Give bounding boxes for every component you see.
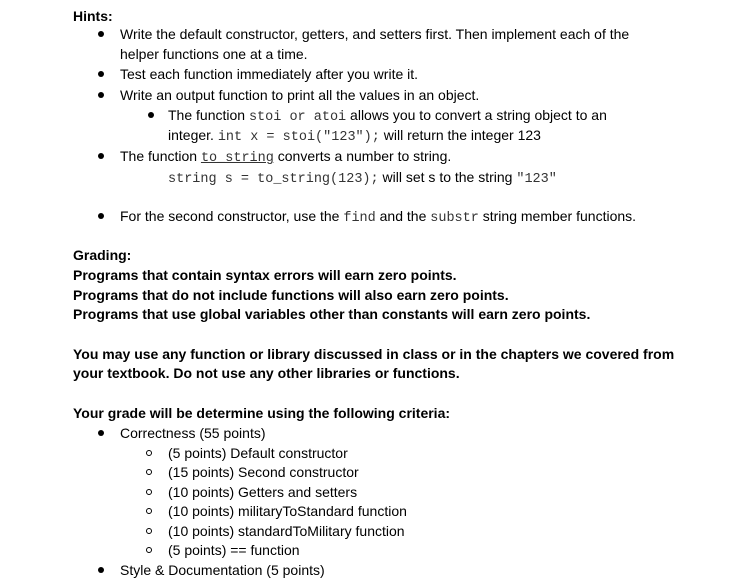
criteria-sub-item-6: (5 points) == function [168,542,300,558]
criteria-sub-item-3: (10 points) Getters and setters [168,484,358,500]
text-segment: The function [120,148,201,164]
text-segment: integer. [168,127,218,143]
criteria-sub-item-4: (10 points) militaryToStandard function [168,503,407,519]
criteria-style: Style & Documentation (5 points) [120,562,325,578]
code-find: find [343,211,376,226]
text-segment: string member functions. [478,208,637,224]
code-atoi: atoi [313,110,347,125]
criteria-heading: Your grade will be determine using the following criteria: [73,405,451,421]
text-segment: allows you to convert a string object to an [346,107,607,123]
hint-sub-item-line-1 [168,106,607,127]
grading-line-3: Programs that use global variables other than constants will earn zero points. [73,306,591,322]
grading-line-1: Programs that contain syntax errors will earn zero points. [73,267,457,283]
bullet-icon [98,213,104,219]
hint-item-1-line-1: Write the default constructor, getters, and setters first. Then implement each of the [120,26,630,42]
hint-sub-item-line-2 [168,126,541,147]
code-to-string: to_string [200,151,274,166]
circle-bullet-icon [146,547,152,553]
libraries-line-1: You may use any function or library discussed in class or in the chapters we covered from [73,346,675,362]
bullet-icon [98,92,104,98]
libraries-line-2: your textbook. Do not use any other libraries or functions. [73,365,460,381]
hint-item-4-example [168,168,557,189]
bullet-icon [98,71,104,77]
text-segment: For the second constructor, use the [120,208,344,224]
circle-bullet-icon [146,508,152,514]
circle-bullet-icon [146,469,152,475]
bullet-icon [98,567,104,573]
hint-item-1-line-2: helper functions one at a time. [120,46,308,62]
criteria-sub-item-1: (5 points) Default constructor [168,445,348,461]
grading-line-2: Programs that do not include functions will also earn zero points. [73,287,509,303]
text-segment: converts a number to string. [273,148,452,164]
code-value: "123" [516,172,557,187]
code-example: string s = to_string(123); [168,172,379,187]
circle-bullet-icon [146,528,152,534]
bullet-icon [98,430,104,436]
text-segment: or [281,110,314,125]
code-substr: substr [430,211,479,226]
criteria-correctness: Correctness (55 points) [120,425,266,441]
circle-bullet-icon [146,450,152,456]
hint-item-4 [120,147,451,168]
code-example: int x = stoi("123"); [217,130,380,145]
text-segment: will set s to the string [378,169,517,185]
grading-heading: Grading: [73,247,132,263]
circle-bullet-icon [146,489,152,495]
bullet-icon [98,153,104,159]
criteria-sub-item-5: (10 points) standardToMilitary function [168,523,405,539]
criteria-sub-item-2: (15 points) Second constructor [168,464,359,480]
text-segment: will return the integer 123 [379,127,541,143]
bullet-icon [148,112,154,118]
code-stoi: stoi [248,110,282,125]
hint-item-5 [120,207,636,228]
hints-heading: Hints: [73,8,113,24]
hint-item-3: Write an output function to print all the values in an object. [120,87,480,103]
text-segment: and the [375,208,431,224]
hint-item-2: Test each function immediately after you write it. [120,66,419,82]
bullet-icon [98,31,104,37]
text-segment: The function [168,107,249,123]
